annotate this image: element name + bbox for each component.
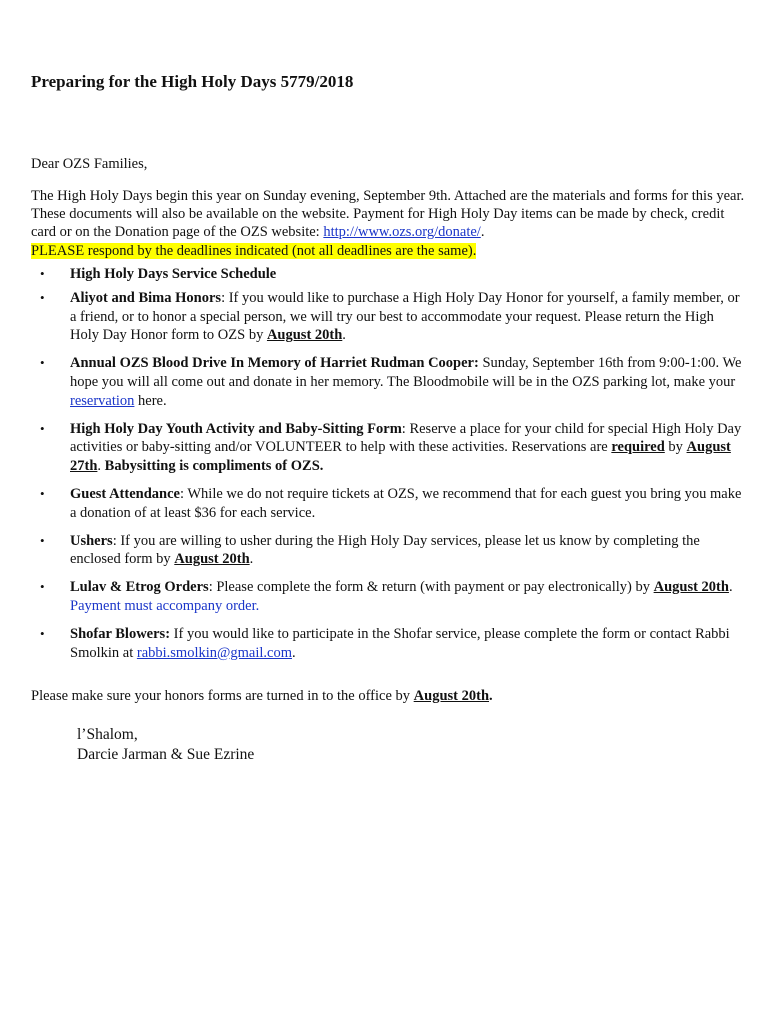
bullet-icon: • [40,289,45,305]
item-heading: Lulav & Etrog Orders [70,579,209,596]
list-item-lulav: • Lulav & Etrog Orders: Please complete the form & return (with payment or pay electronically) by August 20th. Payment must accompany order. [40,579,733,614]
item-heading: Guest Attendance [70,485,180,502]
item-heading: High Holy Day Youth Activity and Baby-Sitting Form [70,420,402,437]
list-item-shofar: • Shofar Blowers: If you would like to participate in the Shofar service, please complete the form or contact Rabbi Smolkin at rabbi.smolkin@gmail.com. [40,625,730,661]
babysitting-note: Babysitting is compliments of OZS. [104,458,324,475]
bullet-icon: • [40,532,45,548]
signoff [77,725,254,764]
intro-paragraph: The High Holy Days begin this year on Sunday evening, September 9th. Attached are the materials and forms for this year. These documents will also be available on the website. Payment for High Holy Day items can be made by check, credit card or on the Donation page of the OZS website: http://www.ozs.org/donate/. PLEASE respond by the deadlines indicated (not all deadlines are the same). [31,188,745,259]
bullet-icon: • [40,355,45,371]
donate-link[interactable]: http://www.ozs.org/donate/ [323,224,481,241]
item-heading: Shofar Blowers: [70,625,171,642]
list-item-schedule [31,265,746,284]
item-heading: Ushers [70,532,113,549]
deadline-notice: PLEASE respond by the deadlines indicated (not all deadlines are the same). [31,242,477,259]
item-heading: Annual OZS Blood Drive In Memory of Harriet Rudman Cooper: [70,355,479,372]
deadline-date: August 20th [266,327,343,344]
item-heading: Aliyot and Bima Honors [70,289,222,306]
item-heading: High Holy Days Service Schedule [70,266,277,282]
reservation-link[interactable]: reservation [70,392,135,409]
list-item-blood-drive: • Annual OZS Blood Drive In Memory of Harriet Rudman Cooper: Sunday, September 16th from 9:00-1:00. We hope you will all come out and donate in her memory. The Bloodmobile will be in the OZS parking lot, make your reservation here. [40,355,742,409]
payment-note: Payment must accompany order. [70,597,260,614]
signature-names: Darcie Jarman & Sue Ezrine [77,745,255,763]
intro-text: The High Holy Days begin this year on Sunday evening, September 9th. Attached are the materials and forms for this year. These documents will also be available on the website. Payment for High Holy Day items can be made by check, credit card or on the Donation page of the OZS website: [31,188,745,241]
deadline-date: August 20th [174,551,250,568]
deadline-date: August 27th [70,439,731,475]
list-item-ushers: • Ushers: If you are willing to usher during the High Holy Day services, please let us know by completing the enclosed form by August 20th. [40,532,700,568]
bullet-icon: • [40,579,45,595]
deadline-date: August 20th [413,688,490,704]
greeting: Dear OZS Families, [31,156,148,172]
list-item-youth: • High Holy Day Youth Activity and Baby-Sitting Form: Reserve a place for your child for special High Holy Day activities or baby-sitting and/or VOLUNTEER to help with these activities. Reservations are required by August 27th. Babysitting is compliments of OZS. [40,420,742,475]
list-item-guest: • Guest Attendance: While we do not require tickets at OZS, we recommend that for each guest you bring you make a donation of at least $36 for each service. [40,485,742,521]
item-list [31,265,746,671]
bullet-icon: • [40,266,45,281]
deadline-date: August 20th [653,579,729,596]
salutation: l’Shalom, [77,726,138,743]
bullet-icon: • [40,485,45,501]
list-item-aliyot: • Aliyot and Bima Honors: If you would like to purchase a High Holy Day Honor for yourself, a family member, or a friend, or to honor a special person, we will try our best to accommodate your request. Please return the High Holy Day Honor form to OZS by August 20th. [40,289,740,344]
page-title: Preparing for the High Holy Days 5779/2018 [31,72,354,91]
bullet-icon: • [40,420,45,436]
closing-paragraph: Please make sure your honors forms are turned in to the office by August 20th. [31,688,493,704]
bullet-icon: • [40,625,45,641]
required-text: required [611,439,665,456]
email-link[interactable]: rabbi.smolkin@gmail.com [136,644,292,661]
